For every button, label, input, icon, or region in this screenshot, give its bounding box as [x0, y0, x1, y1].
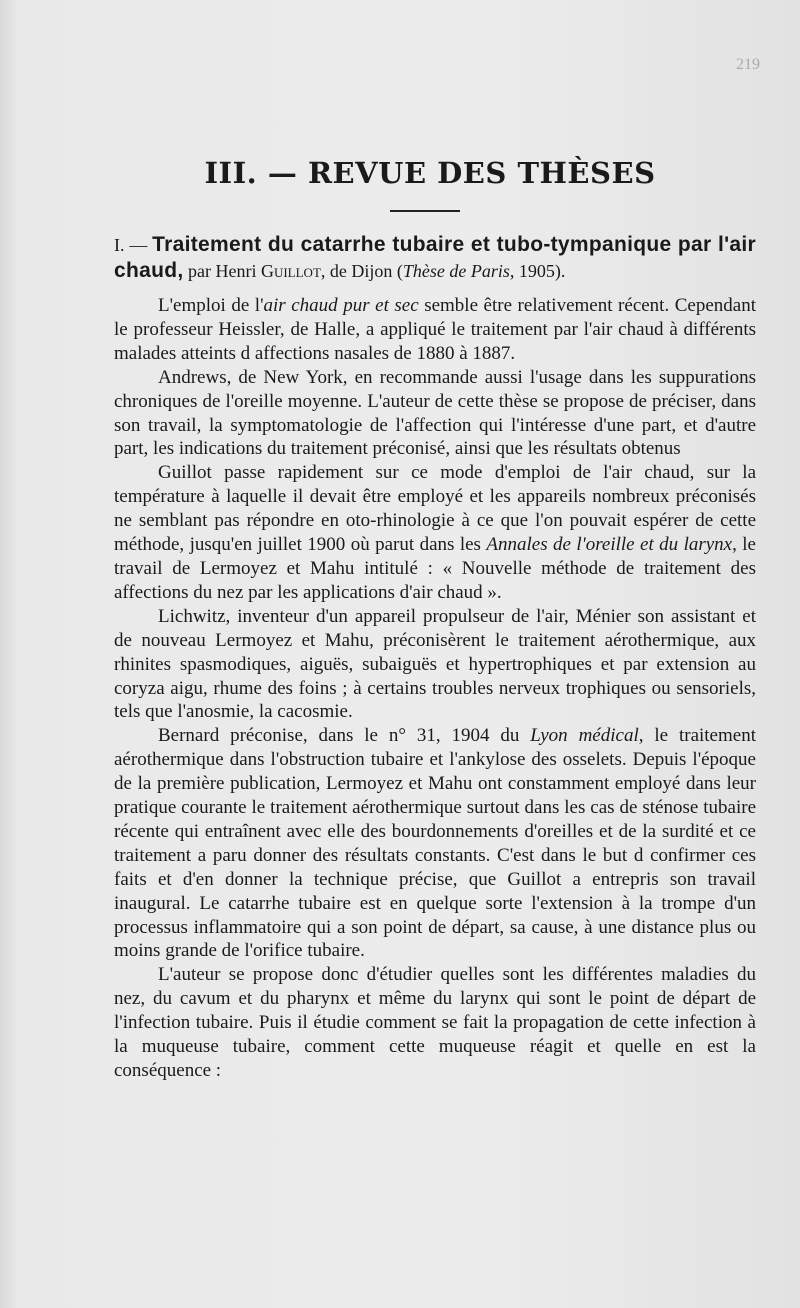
article-number: I.: [114, 235, 125, 255]
article-author: Guillot: [260, 261, 321, 281]
article-thesis: Thèse de Paris: [402, 261, 510, 281]
paragraph-3: [114, 461, 756, 604]
paragraph-6: L'auteur se propose donc d'étudier quelles sont les différentes maladies du nez, du cavum et du pharynx et même du larynx qui sont le point de départ de l'infection tubaire. Puis il étudie comment se fait la propagation de cette infection à la muqueuse tubaire, comment cette muqueuse réagit et quelle en est la conséquence :: [114, 964, 756, 1081]
paragraph-5-emphasis: Lyon médical: [530, 725, 639, 747]
paragraph-1-text-b: semble être relativement récent. Cependant le professeur Heissler, de Halle, a appliqué le traitement par l'air chaud à différents malades atteints d affections nasales de 1880 à 1887.: [114, 295, 756, 364]
paragraph-3-text-a: Guillot passe rapidement sur ce mode d'emploi de l'air chaud, sur la température à laquelle il devait être employé et les appareils nombreux préconisés ne semblant pas répondre en oto-rhinologie à ce que l'on pouvait espérer de cette méthode, jusqu'en juillet 1900 où parut dans les: [114, 462, 756, 556]
article-dash: —: [124, 235, 153, 255]
paragraph-4: Lichwitz, inventeur d'un appareil propulseur de l'air, Ménier son assistant et de nouveau Lermoyez et Mahu, préconisèrent le traitement aérothermique, aux rhinites spasmodiques, aiguës, subaiguës et hypertrophiques et par extension au coryza aigu, rhume des foins ; à certains troubles nerveux trophiques ou sensoriels, tels que l'anosmie, la cacosmie.: [114, 605, 756, 723]
article-by: par Henri: [183, 261, 261, 281]
section-title: III. — REVUE DES THÈSES: [204, 156, 656, 190]
paragraph-2: Andrews, de New York, en recommande aussi l'usage dans les suppurations chroniques de l'oreille moyenne. L'auteur de cette thèse se propose de préciser, dans son travail, la symptomatologie de l'affection qui l'intéresse d'une part, et d'autre part, les indications du traitement préconisé, ainsi que les résultats obtenus: [114, 366, 756, 460]
paragraph-5-text-a: Bernard préconise, dans le n° 31, 1904 du: [158, 725, 531, 747]
paragraph-1-emphasis: air chaud pur et sec: [263, 295, 419, 316]
paragraph-5-text-b: , le traitement aérothermique dans l'obstruction tubaire et l'ankylose des osselets. Depuis l'époque de la première publication, Lermoyez et Mahu ont constamment employé dans leur pratique courante le traitement aérothermique surtout dans les cas de sténose tubaire récente qui entraînent avec elle des bourdonnements d'oreilles et de la surdité et ce traitement a paru donner des résultats constants. C'est dans le but d confirmer ces faits et d'en donner la technique précise, que Guillot a entrepris son travail inaugural. Le catarrhe tubaire est en quelque sorte l'extension à la trompe d'un processus inflammatoire qui a son point de départ, sa cause, à une distance plus ou moins grande de l'orifice tubaire.: [114, 725, 756, 962]
article-year: , 1905).: [509, 261, 566, 281]
paragraph-1-text-a: L'emploi de l': [158, 295, 264, 316]
article-place: , de Dijon (: [320, 261, 403, 281]
paragraph-1: [114, 294, 756, 366]
paragraph-5: [114, 724, 756, 963]
article-heading: [114, 232, 756, 284]
title-rule-divider: [390, 210, 460, 212]
text-block: [114, 148, 756, 1083]
paragraph-3-text-b: , le travail de Lermoyez et Mahu intitulé : « Nouvelle méthode de traitement des affections du nez par les applications d'air chaud ».: [114, 534, 756, 603]
article-title: Traitement du catarrhe tubaire et tubo-tympanique par l'air chaud,: [114, 233, 756, 282]
page-number: 219: [736, 56, 760, 73]
paragraph-3-emphasis: Annales de l'oreille et du larynx: [486, 534, 733, 556]
